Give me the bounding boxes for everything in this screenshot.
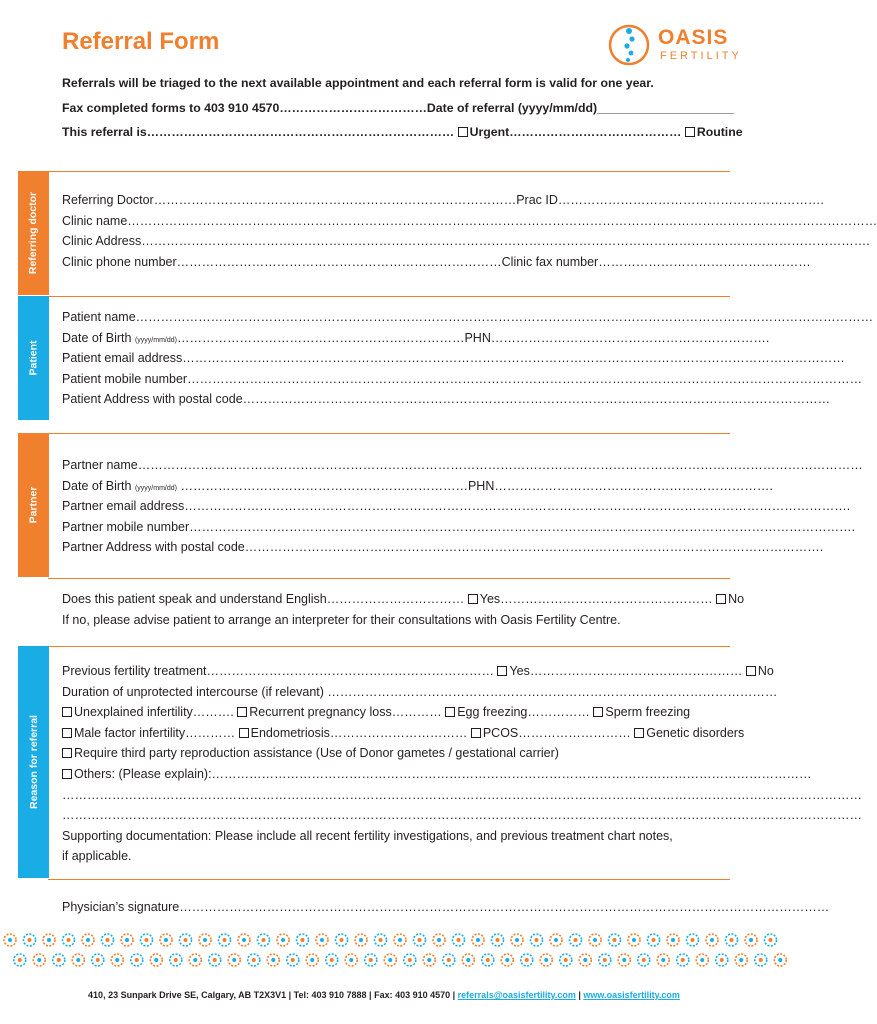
divider: [48, 879, 730, 880]
pattern-dot: [359, 938, 363, 942]
pattern-dot: [8, 938, 12, 942]
patient-dob-field[interactable]: Date of Birth (yyyy/mm/dd)……………………………………………………………PHN………………………………………………………….: [62, 330, 770, 345]
logo-mark-icon: [606, 22, 652, 68]
logo-subword: FERTILITY: [660, 50, 742, 62]
pattern-dot: [47, 938, 51, 942]
pattern-dot: [486, 958, 490, 962]
pattern-dot: [320, 938, 324, 942]
pattern-dot: [67, 938, 71, 942]
footer-address: 410, 23 Sunpark Drive SE, Calgary, AB T2X3V1 | Tel: 403 910 7888 | Fax: 403 910 4570 |: [88, 990, 456, 1000]
reason-row-2: Male factor infertility………… Endometriosis…………………………… PCOS……………………… Genetic disorders: [62, 723, 730, 744]
pattern-dot: [281, 938, 285, 942]
pattern-dot: [525, 958, 529, 962]
pattern-dot: [642, 958, 646, 962]
pattern-dot: [28, 938, 32, 942]
pattern-dot: [242, 938, 246, 942]
patient-mobile-field[interactable]: Patient mobile number………………………………………………………………………………………………………………………………………………: [62, 371, 863, 386]
pattern-dot: [652, 938, 656, 942]
pattern-dot: [437, 938, 441, 942]
pattern-dot: [369, 958, 373, 962]
pattern-dot: [408, 958, 412, 962]
pattern-dot: [145, 938, 149, 942]
others-line: Others: (Please explain):………………………………………………………………………………………………………………………………: [62, 764, 730, 785]
partner-email-field[interactable]: Partner email address…………………………………………………………………………………………………………………………………………….: [62, 499, 851, 514]
clinic-phone-field[interactable]: Clinic phone number……………………………………………………………………Clinic fax number……………………………………………: [62, 254, 811, 269]
clinic-address-field[interactable]: Clinic Address………………………………………………………………………………………………………………………………………………………….: [62, 234, 870, 249]
urgent-label: Urgent……………………………………: [469, 125, 682, 139]
logo-word: OASIS: [658, 26, 729, 49]
pattern-dot: [57, 958, 61, 962]
pattern-dot: [515, 938, 519, 942]
referral-prefix: This referral is…………………………………………………………………: [62, 125, 455, 139]
pattern-dot: [603, 958, 607, 962]
others-checkbox[interactable]: [62, 769, 72, 779]
pattern-dot: [476, 938, 480, 942]
recurrent-loss-checkbox[interactable]: [237, 707, 247, 717]
pattern-dot: [213, 958, 217, 962]
pattern-dot: [720, 958, 724, 962]
oasis-logo: [606, 22, 742, 70]
pattern-dot: [349, 958, 353, 962]
pattern-dot: [37, 958, 41, 962]
reason-row-1: Unexplained infertility………. Recurrent pregnancy loss………… Egg freezing…………… Sperm freezing: [62, 702, 730, 723]
pattern-dot: [418, 938, 422, 942]
endometriosis-checkbox[interactable]: [239, 728, 249, 738]
pattern-dot: [457, 938, 461, 942]
partner-dob-field[interactable]: Date of Birth (yyyy/mm/dd) ……………………………………………………………PHN………………………………………………………….: [62, 478, 773, 493]
supporting-doc-note: Supporting documentation: Please include all recent fertility investigations, and previous treatment chart notes,: [62, 828, 673, 843]
duration-field[interactable]: Duration of unprotected intercourse (if relevant) ………………………………………………………………………………………………: [62, 684, 778, 699]
pattern-dot: [564, 958, 568, 962]
divider: [48, 296, 730, 297]
genetic-disorders-checkbox[interactable]: [634, 728, 644, 738]
pattern-dot: [262, 938, 266, 942]
footer: [0, 990, 768, 1000]
triage-note: Referrals will be triaged to the next available appointment and each referral form is valid for one year.: [62, 76, 654, 90]
english-no-checkbox[interactable]: [716, 594, 726, 604]
pattern-dot: [583, 958, 587, 962]
english-question: Does this patient speak and understand English…………………………… Yes…………………………………………… No: [62, 592, 745, 606]
pattern-dot: [223, 938, 227, 942]
partner-section: [62, 455, 863, 558]
pattern-dot: [739, 958, 743, 962]
male-factor-checkbox[interactable]: [62, 728, 72, 738]
pattern-dot: [613, 938, 617, 942]
pattern-dot: [535, 938, 539, 942]
partner-tab: Partner: [18, 433, 49, 577]
urgent-checkbox[interactable]: [458, 127, 468, 137]
pattern-dot: [340, 938, 344, 942]
pattern-dot: [710, 938, 714, 942]
third-party-line: Require third party reproduction assistance (Use of Donor gametes / gestational carrier): [62, 743, 730, 764]
english-yes-checkbox[interactable]: [468, 594, 478, 604]
pattern-dot: [330, 958, 334, 962]
pattern-dot: [554, 938, 558, 942]
page-title: Referral Form: [62, 28, 220, 55]
pcos-checkbox[interactable]: [471, 728, 481, 738]
referral-priority-line: [62, 125, 743, 139]
third-party-checkbox[interactable]: [62, 748, 72, 758]
pattern-dot: [505, 958, 509, 962]
divider: [48, 578, 730, 579]
patient-tab: Patient: [18, 296, 49, 420]
egg-freezing-checkbox[interactable]: [445, 707, 455, 717]
pattern-dot: [769, 938, 773, 942]
pattern-dot: [681, 958, 685, 962]
patient-name-field[interactable]: Patient name……………………………………………………………………………………………………………………………………………………………: [62, 310, 874, 324]
reason-tab: Reason for referral: [18, 646, 49, 878]
footer-web-link[interactable]: www.oasisfertility.com: [583, 990, 680, 1000]
pattern-dot: [574, 938, 578, 942]
pattern-dot: [96, 958, 100, 962]
referring-doctor-tab: Referring doctor: [18, 171, 49, 295]
pattern-dot: [466, 958, 470, 962]
physician-signature-field[interactable]: Physician’s signature…………………………………………………………………………………………………………………………………………: [62, 900, 830, 914]
pattern-dot: [447, 958, 451, 962]
pattern-dot: [154, 958, 158, 962]
pattern-dot: [184, 938, 188, 942]
pattern-dot: [671, 938, 675, 942]
divider: [48, 433, 730, 434]
pattern-dot: [76, 958, 80, 962]
pattern-dot: [310, 958, 314, 962]
pattern-dot: [388, 958, 392, 962]
referring-doctor-section: [62, 190, 877, 272]
footer-separator: |: [578, 990, 581, 1000]
partner-name-field[interactable]: Partner name…………………………………………………………………………………………………………………………………………………………: [62, 458, 863, 472]
others-explain-line[interactable]: …………………………………………………………………………………………………………………………………………………………………………: [62, 787, 862, 802]
pattern-dot: [661, 958, 665, 962]
pattern-dot: [544, 958, 548, 962]
pattern-dot: [398, 938, 402, 942]
pattern-dot: [291, 958, 295, 962]
pattern-dot: [496, 938, 500, 942]
pattern-dot: [427, 958, 431, 962]
interpreter-note: If no, please advise patient to arrange an interpreter for their consultations with Oasis Fertility Centre.: [62, 612, 621, 627]
pattern-dot: [106, 938, 110, 942]
divider: [48, 171, 730, 172]
pattern-dot: [135, 958, 139, 962]
routine-label: Routine: [696, 125, 743, 139]
pattern-dot: [749, 938, 753, 942]
pattern-dot: [125, 938, 129, 942]
footer-email-link[interactable]: referrals@oasisfertility.com: [457, 990, 576, 1000]
fax-label: Fax completed forms to 403 910 4570………………………………: [62, 101, 427, 115]
pattern-dot: [193, 958, 197, 962]
pattern-dot: [164, 938, 168, 942]
referring-doctor-field[interactable]: Referring Doctor……………………………………………………………………………Prac ID……………………………………………………….: [62, 193, 824, 207]
pattern-dot: [115, 958, 119, 962]
others-explain-line[interactable]: …………………………………………………………………………………………………………………………………………………………………………: [62, 808, 862, 823]
patient-email-field[interactable]: Patient email address……………………………………………………………………………………………………………………………………………: [62, 351, 845, 366]
sperm-freezing-checkbox[interactable]: [593, 707, 603, 717]
pattern-dot: [18, 958, 22, 962]
pattern-dot: [301, 938, 305, 942]
partner-address-field[interactable]: Partner Address with postal code………………………………………………………………………………………………………………………….: [62, 540, 824, 555]
date-of-referral-field[interactable]: Date of referral (yyyy/mm/dd)____________________: [426, 101, 734, 115]
supporting-doc-note-cont: if applicable.: [62, 849, 132, 864]
fax-line: [62, 101, 734, 115]
clinic-name-field[interactable]: Clinic name………………………………………………………………………………………………………………………………………………………………: [62, 213, 877, 228]
pattern-dot: [379, 938, 383, 942]
partner-mobile-field[interactable]: Partner mobile number…………………………………………………………………………………………………………………………………………….: [62, 519, 856, 534]
pattern-dot: [86, 938, 90, 942]
pattern-dot: [759, 958, 763, 962]
decorative-pattern: [0, 930, 768, 970]
pattern-dot: [203, 938, 207, 942]
signature-section: [62, 897, 830, 918]
pattern-dot: [622, 958, 626, 962]
english-section: [62, 589, 745, 630]
pattern-dot: [778, 958, 782, 962]
pattern-dot: [593, 938, 597, 942]
pattern-dot: [700, 958, 704, 962]
pattern-dot: [252, 958, 256, 962]
unexplained-checkbox[interactable]: [62, 707, 72, 717]
pattern-dot: [174, 958, 178, 962]
previous-no-checkbox[interactable]: [746, 666, 756, 676]
pattern-dot: [691, 938, 695, 942]
previous-treatment-line: Previous fertility treatment…………………………………………………………… Yes…………………………………………… No: [62, 664, 774, 678]
routine-checkbox[interactable]: [685, 127, 695, 137]
patient-section: [62, 307, 874, 410]
patient-address-field[interactable]: Patient Address with postal code……………………………………………………………………………………………………………………………: [62, 392, 831, 407]
pattern-dot: [632, 938, 636, 942]
divider: [48, 646, 730, 647]
reason-section: [62, 661, 862, 867]
pattern-dot: [232, 958, 236, 962]
previous-yes-checkbox[interactable]: [497, 666, 507, 676]
pattern-dot: [271, 958, 275, 962]
pattern-dot: [730, 938, 734, 942]
